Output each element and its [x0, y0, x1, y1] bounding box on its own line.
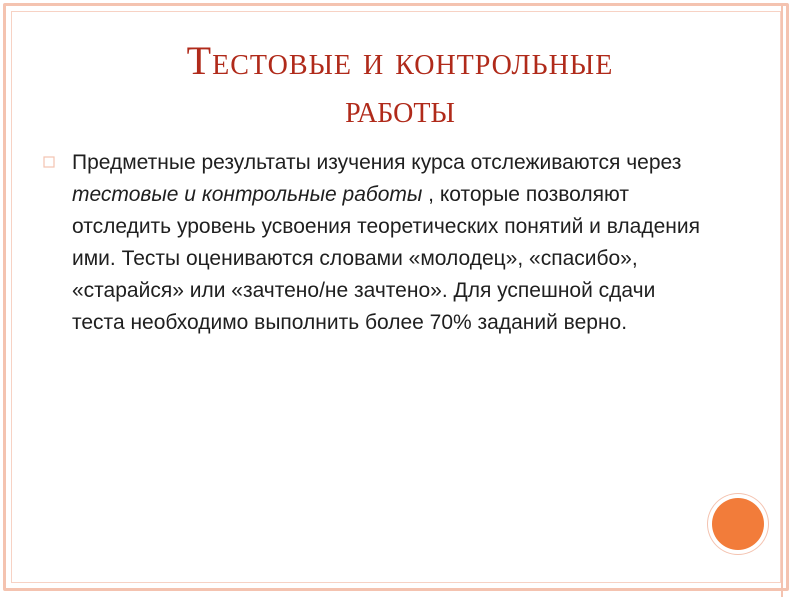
decorative-orange-circle: [712, 498, 764, 550]
hollow-square-bullet-icon: [42, 155, 56, 169]
slide-title: [60, 38, 740, 132]
slide-title-line1: Тестовые и контрольные: [186, 38, 614, 83]
body-text-italic: тестовые и контрольные работы: [72, 183, 423, 206]
body-paragraph: [72, 147, 710, 339]
body-text-part2: , которые позволяют отследить уровень усвоения теоретических понятий и владения ими. Тесты оцениваются словами «молодец», «спасибо», «старайся» или «зачтено/не зачтено». Для успешной сдачи теста необходимо выполнить более 70% заданий верно.: [72, 183, 700, 334]
body-text-part1: Предметные результаты изучения курса отслеживаются через: [72, 151, 682, 174]
slide-title-line2: работы: [345, 86, 455, 131]
right-border-line: [781, 3, 783, 597]
slide-body: [50, 147, 710, 360]
